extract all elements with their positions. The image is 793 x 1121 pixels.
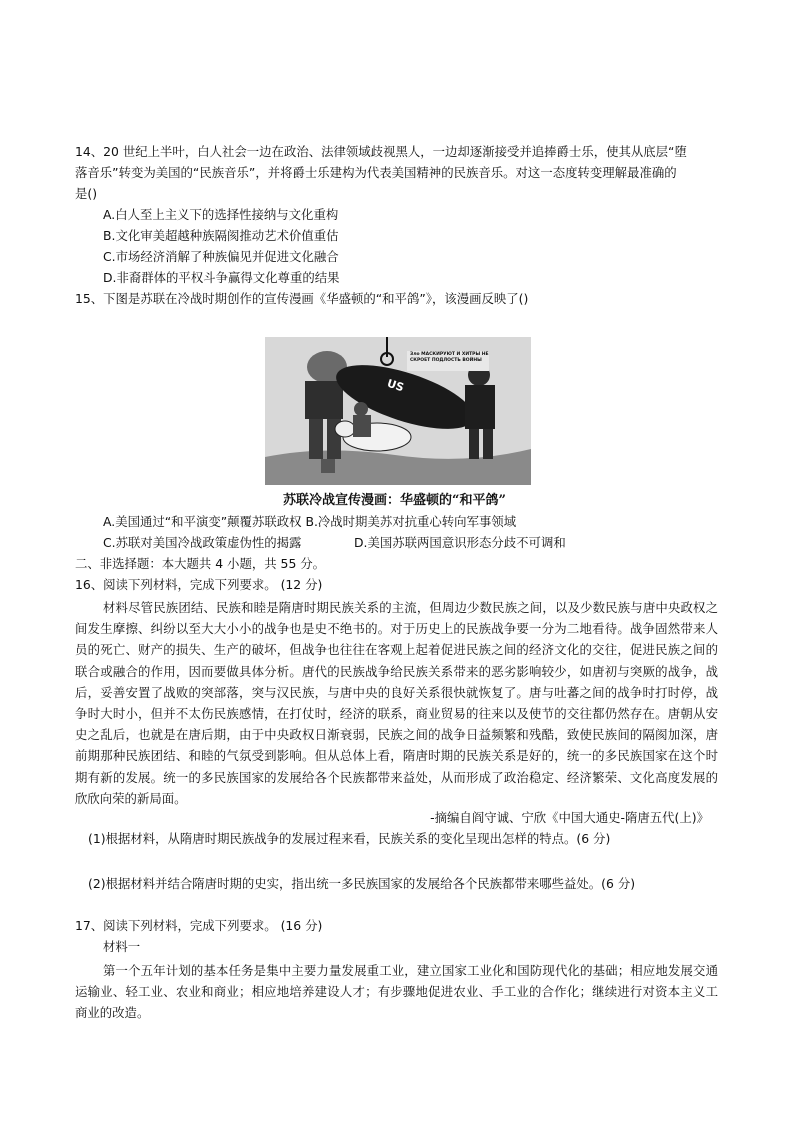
cartoon-slogan: Зло МАСКИРУЮТ И ХИТРЫ НЕ СКРОЕТ ПОДЛОСТЬ ВОЙНЫ xyxy=(410,352,489,363)
q16-source: -摘编自阎守诚、宁欣《中国大通史-隋唐五代(上)》 xyxy=(430,810,709,825)
q14-stem-line-2: 落音乐”转变为美国的“民族音乐”，并将爵士乐建构为代表美国精神的民族音乐。对这一态度转变理解最准确的 xyxy=(75,165,677,180)
q15-options-ab: A.美国通过“和平演变”颠覆苏联政权 B.冷战时期美苏对抗重心转向军事领域 xyxy=(103,514,517,529)
bomb-label: US xyxy=(385,376,406,395)
q14-stem-line-1: 14、20 世纪上半叶，白人社会一边在政治、法律领域歧视黑人，一边却逐渐接受并追捧爵士乐，使其从底层“堕 xyxy=(75,144,687,159)
q15-stem: 15、下图是苏联在冷战时期创作的宣传漫画《华盛顿的“和平鸽”》，该漫画反映了() xyxy=(75,291,529,306)
q16-material: 材料尽管民族团结、民族和睦是隋唐时期民族关系的主流，但周边少数民族之间，以及少数民族与唐中央政权之间发生摩擦、纠纷以至大大小小的战争也是史不绝书的。对于历史上的民族战争要一分为二地看待。战争固然带来人员的死亡、财产的损失、生产的破坏，但战争也往往在客观上起着促进民族之间的经济文化的交往，促进民族之间的联合或融合的作用，因而要做具体分析。唐代的民族战争给民族关系带来的恶劣影响较少，如唐初与突厥的战争，战后，妥善安置了战败的突部落，突与汉民族，与唐中央的良好关系很快就恢复了。唐与吐蕃之间的战争时打时停，战争时大时小，但并不太伤民族感情，在打仗时，经济的联系，商业贸易的往来以及使节的交往都仍然存在。唐朝从安史之乱后，也就是在唐后期，由于中央政权日渐衰弱，民族之间的战争日益频繁和残酷，致使民族间的隔阂加深，唐前期那种民族团结、和睦的气氛受到影响。但从总体上看，隋唐时期的民族关系是好的，统一的多民族国家在这个时期有新的发展。统一的多民族国家的发展给各个民族都带来益处，从而形成了政治稳定、经济繁荣、文化高度发展的欣欣向荣的新局面。 xyxy=(75,600,718,806)
q14-option-d: D.非裔群体的平权斗争赢得文化尊重的结果 xyxy=(103,270,340,285)
q17-material: 第一个五年计划的基本任务是集中主要力量发展重工业，建立国家工业化和国防现代化的基础；相应地发展交通运输业、轻工业、农业和商业；相应地培养建设人才；有步骤地促进农业、手工业的合作化；继续进行对资本主义工商业的改造。 xyxy=(75,963,718,1021)
q15-option-d: D.美国苏联两国意识形态分歧不可调和 xyxy=(354,535,566,550)
q14-option-b: B.文化审美超越种族隔阂推动艺术价值重估 xyxy=(103,228,339,243)
q14-option-a: A.白人至上主义下的选择性接纳与文化重构 xyxy=(103,207,339,222)
q16-subquestion-2: (2)根据材料并结合隋唐时期的史实，指出统一多民族国家的发展给各个民族都带来哪些益处。(6 分) xyxy=(88,876,636,891)
cartoon-illustration xyxy=(265,337,531,485)
q14-stem-line-3: 是() xyxy=(75,186,98,201)
q14-option-c: C.市场经济消解了种族偏见并促进文化融合 xyxy=(103,249,339,264)
q15-option-c: C.苏联对美国冷战政策虚伪性的揭露 xyxy=(103,535,302,550)
q17-material-label: 材料一 xyxy=(103,939,141,954)
q16-stem: 16、阅读下列材料，完成下列要求。 (12 分) xyxy=(75,577,323,592)
q17-stem: 17、阅读下列材料，完成下列要求。 (16 分) xyxy=(75,918,323,933)
cartoon-caption: 苏联冷战宣传漫画：华盛顿的“和平鸽” xyxy=(283,493,506,508)
soviet-cartoon-image xyxy=(265,337,531,485)
q16-subquestion-1: (1)根据材料，从隋唐时期民族战争的发展过程来看，民族关系的变化呈现出怎样的特点。(6 分) xyxy=(88,831,611,846)
section-heading: 二、非选择题：本大题共 4 小题，共 55 分。 xyxy=(75,556,326,571)
